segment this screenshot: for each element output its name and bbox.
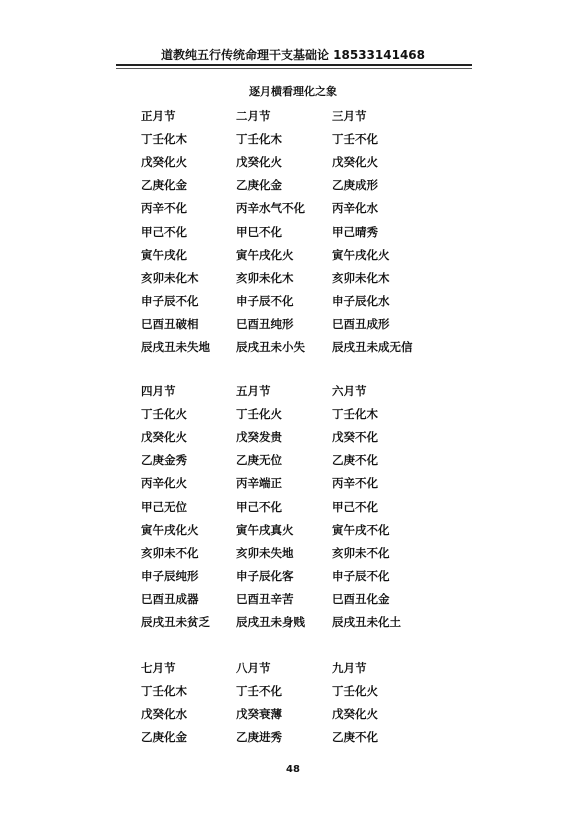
ganzhi-entry: 丁壬化木 <box>236 132 282 147</box>
ganzhi-entry: 巳酉丑破相 <box>141 316 199 331</box>
ganzhi-entry: 丁壬化木 <box>141 132 187 147</box>
ganzhi-entry: 乙庚不化 <box>332 730 378 745</box>
ganzhi-entry: 乙庚化金 <box>141 730 187 745</box>
ganzhi-entry: 戊癸发贵 <box>236 430 282 445</box>
ganzhi-entry: 丁壬不化 <box>332 132 378 147</box>
ganzhi-entry: 戊癸化火 <box>332 155 378 170</box>
ganzhi-entry: 戊癸化火 <box>141 155 187 170</box>
ganzhi-entry: 巳酉丑辛苦 <box>236 591 294 606</box>
ganzhi-entry: 辰戌丑未贫乏 <box>141 615 210 629</box>
ganzhi-entry: 乙庚金秀 <box>141 453 187 468</box>
ganzhi-entry: 丁壬化火 <box>141 407 187 422</box>
ganzhi-entry: 戊癸衰薄 <box>236 707 282 722</box>
header-rule-thick <box>116 64 472 66</box>
ganzhi-entry: 乙庚不化 <box>332 453 378 468</box>
ganzhi-entry: 乙庚成形 <box>332 178 378 193</box>
month-heading: 正月节 <box>141 109 176 123</box>
ganzhi-entry: 甲己无位 <box>141 499 187 514</box>
section-title: 逐月横看理化之象 <box>249 85 337 98</box>
ganzhi-entry: 丁壬化木 <box>141 684 187 699</box>
ganzhi-entry: 申子辰不化 <box>332 568 390 583</box>
ganzhi-entry: 戊癸化火 <box>236 155 282 170</box>
page-number: 48 <box>286 764 300 775</box>
month-heading: 六月节 <box>332 384 367 398</box>
ganzhi-entry: 亥卯未化木 <box>141 270 199 285</box>
ganzhi-entry: 丙辛化火 <box>141 476 187 491</box>
ganzhi-entry: 寅午戌不化 <box>332 522 390 537</box>
ganzhi-entry: 辰戌丑未失地 <box>141 340 210 354</box>
ganzhi-entry: 申子辰化水 <box>332 293 390 308</box>
ganzhi-entry: 戊癸化火 <box>332 707 378 722</box>
ganzhi-entry: 亥卯未失地 <box>236 545 294 560</box>
ganzhi-entry: 辰戌丑未身贱 <box>236 615 305 629</box>
ganzhi-entry: 巳酉丑成器 <box>141 591 199 606</box>
ganzhi-entry: 辰戌丑未成无信 <box>332 340 413 354</box>
ganzhi-entry: 甲己晴秀 <box>332 224 378 239</box>
ganzhi-entry: 寅午戌化火 <box>141 522 199 537</box>
ganzhi-entry: 亥卯未化木 <box>236 270 294 285</box>
ganzhi-entry: 申子辰化客 <box>236 568 294 583</box>
header-rule-thin <box>116 68 472 69</box>
ganzhi-entry: 寅午戌化 <box>141 247 187 262</box>
ganzhi-entry: 巳酉丑成形 <box>332 316 390 331</box>
ganzhi-entry: 亥卯未不化 <box>141 545 199 560</box>
ganzhi-entry: 丙辛不化 <box>332 476 378 491</box>
ganzhi-entry: 丁壬化木 <box>332 407 378 422</box>
ganzhi-entry: 甲己不化 <box>332 499 378 514</box>
ganzhi-entry: 辰戌丑未化土 <box>332 615 401 629</box>
ganzhi-entry: 乙庚化金 <box>141 178 187 193</box>
ganzhi-entry: 丙辛不化 <box>141 201 187 216</box>
ganzhi-entry: 丁壬不化 <box>236 684 282 699</box>
ganzhi-entry: 辰戌丑未小失 <box>236 340 305 354</box>
ganzhi-entry: 丁壬化火 <box>332 684 378 699</box>
ganzhi-entry: 丙辛化水 <box>332 201 378 216</box>
ganzhi-entry: 甲己不化 <box>141 224 187 239</box>
ganzhi-entry: 寅午戌化火 <box>236 247 294 262</box>
ganzhi-entry: 甲巳不化 <box>236 224 282 239</box>
ganzhi-entry: 丙辛端正 <box>236 476 282 491</box>
ganzhi-entry: 戊癸化水 <box>141 707 187 722</box>
ganzhi-entry: 巳酉丑纯形 <box>236 316 294 331</box>
ganzhi-entry: 寅午戌真火 <box>236 522 294 537</box>
ganzhi-entry: 乙庚进秀 <box>236 730 282 745</box>
ganzhi-entry: 申子辰不化 <box>141 293 199 308</box>
ganzhi-entry: 戊癸不化 <box>332 430 378 445</box>
ganzhi-entry: 甲己不化 <box>236 499 282 514</box>
ganzhi-entry: 丙辛水气不化 <box>236 201 305 216</box>
ganzhi-entry: 乙庚无位 <box>236 453 282 468</box>
running-header: 道教纯五行传统命理干支基础论 18533141468 <box>160 48 426 62</box>
month-heading: 七月节 <box>141 661 176 675</box>
month-heading: 三月节 <box>332 109 367 123</box>
ganzhi-entry: 申子辰纯形 <box>141 568 199 583</box>
ganzhi-entry: 乙庚化金 <box>236 178 282 193</box>
ganzhi-entry: 巳酉丑化金 <box>332 591 390 606</box>
ganzhi-entry: 寅午戌化火 <box>332 247 390 262</box>
month-heading: 九月节 <box>332 661 367 675</box>
ganzhi-entry: 丁壬化火 <box>236 407 282 422</box>
ganzhi-entry: 亥卯未不化 <box>332 545 390 560</box>
ganzhi-entry: 亥卯未化木 <box>332 270 390 285</box>
month-heading: 八月节 <box>236 661 271 675</box>
month-heading: 四月节 <box>141 384 176 398</box>
ganzhi-entry: 戊癸化火 <box>141 430 187 445</box>
month-heading: 二月节 <box>236 109 271 123</box>
ganzhi-entry: 申子辰不化 <box>236 293 294 308</box>
month-heading: 五月节 <box>236 384 271 398</box>
